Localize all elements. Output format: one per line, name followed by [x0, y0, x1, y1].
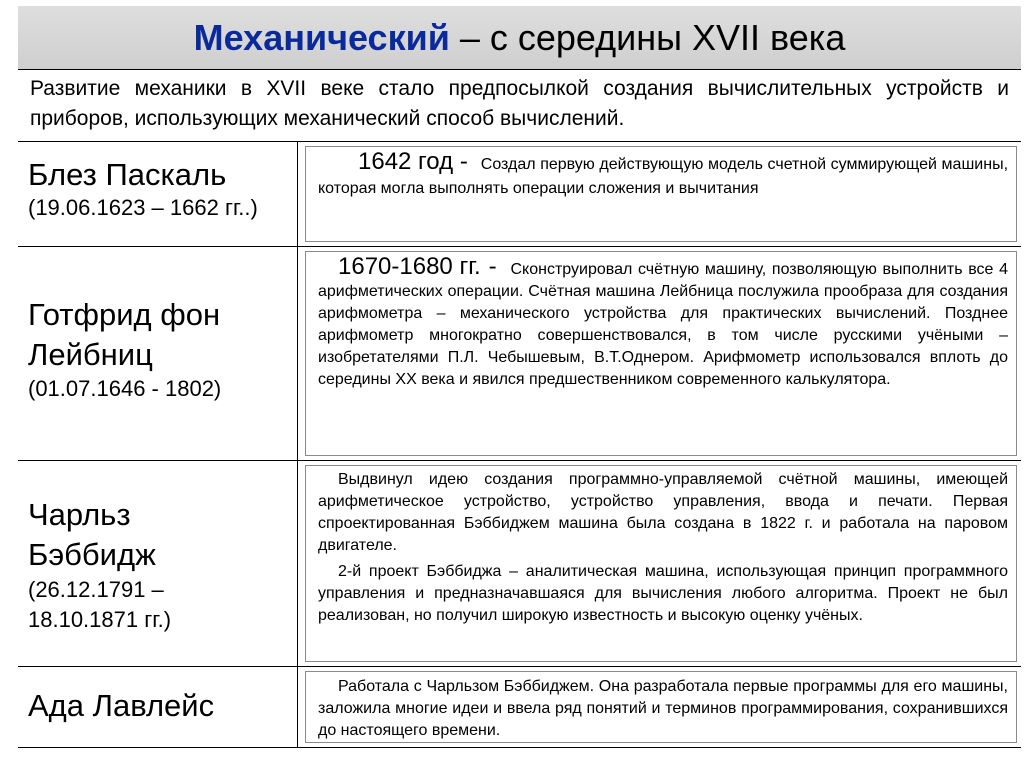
name-cell — [18, 667, 298, 747]
description-text — [306, 147, 1016, 201]
description-body: Создал первую действующую модель счетной суммирующей машины, которая могла выполнять операции сложения и вычитания — [318, 156, 1009, 197]
name-cell — [18, 247, 298, 460]
year-label: 1670-1680 гг. — [338, 253, 481, 280]
description-body: Сконструировал счётную машину, позволяющую выполнить все 4 арифметических операции. Счётная машина Лейбница послужила прообраза для создания арифмометра – механического устройства для практических вычислений. Позднее арифмометр многократно совершенствовался, в том числе русскими учёными – изобретателями П.Л. Чебышевым, В.Т.Однером. Арифмометр использовался вплоть до середины XX века и явился предшественником современного калькулятора. — [318, 261, 1009, 388]
description-cell — [299, 142, 1021, 246]
table-row-lovelace — [18, 667, 1021, 747]
description-cell — [299, 667, 1021, 747]
table-row-babbage — [18, 461, 1021, 667]
intro-text: Развитие механики в XVII веке стало предпосылкой создания вычислительных устройств и приборов, использующих механический способ вычислений. — [18, 70, 1021, 142]
person-name: Чарльз Бэббидж — [28, 497, 156, 572]
description-cell — [299, 247, 1021, 460]
description-box — [305, 465, 1017, 662]
person-name: Готфрид фон Лейбниц — [28, 297, 221, 372]
description-text — [306, 252, 1016, 391]
slide-title — [18, 6, 1021, 70]
name-cell — [18, 461, 298, 666]
person-dates: (19.06.1623 – 1662 гг..) — [28, 195, 258, 220]
description-box — [305, 671, 1017, 743]
title-accent: Механический — [193, 16, 450, 58]
dash: - — [453, 148, 475, 175]
description-paragraph-1: Выдвинул идею создания программно-управляемой счётной машины, имеющей арифметическое устройство, устройство управления, ввода и печати. Первая спроектированная Бэббиджем машина была создана в 1822 г. и работала на паровом двигателе. — [318, 471, 1008, 554]
year-label: 1642 год — [358, 148, 454, 175]
person-dates: (26.12.1791 – 18.10.1871 гг.) — [28, 577, 172, 632]
person-dates: (01.07.1646 - 1802) — [28, 376, 222, 401]
description-text: Работала с Чарльзом Бэббиджем. Она разработала первые программы для его машины, заложила многие идеи и ввела ряд понятий и терминов программирования, сохранившихся до настоящего времени. — [318, 678, 1008, 739]
person-name: Ада Лавлейс — [28, 688, 215, 723]
name-cell — [18, 142, 298, 246]
dash: - — [480, 253, 505, 280]
description-box — [305, 146, 1017, 242]
table-row-leibniz — [18, 247, 1021, 461]
description-paragraph-2: 2-й проект Бэббиджа – аналитическая машина, использующая принцип программного управления и предназначавшаяся для вычисления любого алгоритма. Проект не был реализован, но получил широкую известность и высокую оценку учёных. — [318, 563, 1008, 624]
title-rest: – с середины XVII века — [449, 16, 846, 58]
table-row-pascal — [18, 142, 1021, 247]
person-name: Блез Паскаль — [28, 157, 227, 192]
description-box — [305, 251, 1017, 456]
description-cell — [299, 461, 1021, 666]
